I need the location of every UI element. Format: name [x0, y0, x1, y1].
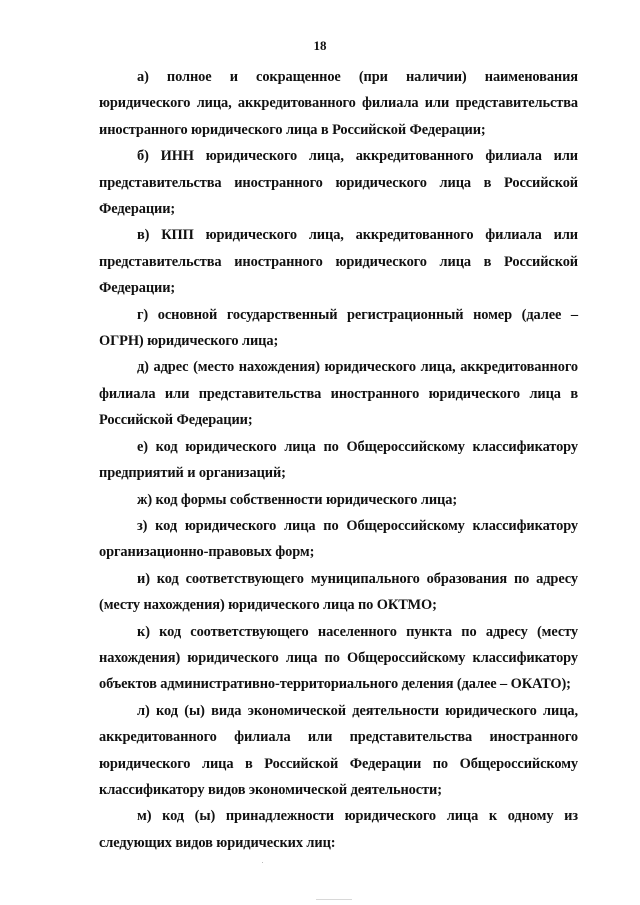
- paragraph-l: л) код (ы) вида экономической деятельности юридического лица, аккредитованного филиала или представительства иностранного юридического лица в Российской Федерации по Общероссийскому классификатору видов экономической деятельности;: [99, 702, 578, 798]
- paragraph-m: м) код (ы) принадлежности юридического лица к одному из следующих видов юридических лиц:: [99, 808, 578, 851]
- scan-edge-mark: [316, 899, 352, 900]
- paragraph-b: б) ИНН юридического лица, аккредитованного филиала или представительства иностранного юридического лица в Российской Федерации;: [99, 148, 578, 218]
- paragraph-g: г) основной государственный регистрационный номер (далее – ОГРН) юридического лица;: [99, 306, 578, 350]
- paragraph-v: в) КПП юридического лица, аккредитованного филиала или представительства иностранного юридического лица в Российской Федерации;: [99, 227, 578, 297]
- paragraph-i: и) код соответствующего муниципального образования по адресу (месту нахождения) юридического лица по ОКТМО;: [99, 570, 578, 614]
- page-number: 18: [313, 38, 327, 53]
- document-body: [99, 64, 578, 856]
- scan-speck: [262, 862, 263, 863]
- paragraph-e: е) код юридического лица по Общероссийскому классификатору предприятий и организаций;: [99, 438, 578, 482]
- paragraph-a: а) полное и сокращенное (при наличии) наименования юридического лица, аккредитованного филиала или представительства иностранного юридического лица в Российской Федерации;: [99, 69, 578, 138]
- paragraph-z: з) код юридического лица по Общероссийскому классификатору организационно-правовых форм;: [99, 517, 578, 561]
- paragraph-zh: ж) код формы собственности юридического лица;: [137, 491, 458, 508]
- paragraph-d: д) адрес (место нахождения) юридического лица, аккредитованного филиала или представительства иностранного юридического лица в Российской Федерации;: [99, 359, 578, 429]
- paragraph-k: к) код соответствующего населенного пункта по адресу (месту нахождения) юридического лица по Общероссийскому классификатору объектов административно-территориального деления (далее – ОКАТО);: [99, 623, 578, 693]
